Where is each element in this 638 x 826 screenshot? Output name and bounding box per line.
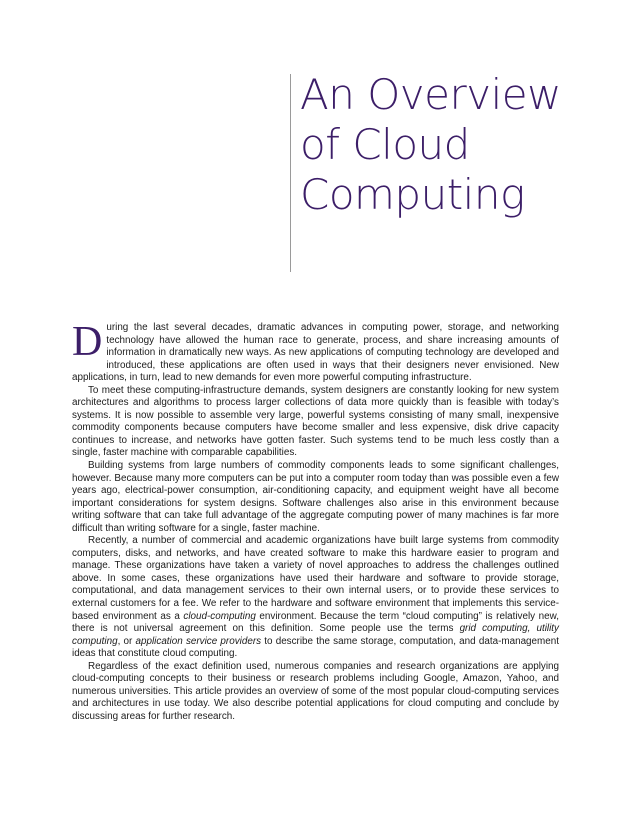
paragraph-2: To meet these computing-infrastructure demands, system designers are constantly looking for new system architectures and algorithms to process larger collections of data more quickly than is feasible with today’s systems. It is now possible to assemble very large, powerful systems consisting of many small, inexpensive commodity components because computers have become smaller and less expensive, disk drive capacity continues to increase, and networks have gotten faster. Such systems tend to be much less costly than a single, faster machine with comparable capabilities.	[72, 384, 559, 459]
paragraph-4-part-2: environment. Because the term “cloud computing” is relatively new, there is not universal agreement on this definition. Some people use the terms	[72, 610, 559, 635]
paragraph-5: Regardless of the exact definition used, numerous companies and research organizations are applying cloud-computing concepts to their business or research problems including Google, Amazon, Yahoo, and numerous universities. This article provides an overview of some of the most popular cloud-computing services and architectures in use today. We also describe potential applications for cloud computing and conclude by discussing areas for further research.	[72, 660, 559, 722]
title-divider-rule	[290, 74, 291, 272]
paragraph-4	[72, 535, 559, 660]
page-title	[300, 70, 561, 220]
drop-cap: D	[72, 319, 103, 365]
paragraph-3: Building systems from large numbers of commodity components leads to some significant challenges, however. Because many more computers can be put into a computer room today than was possible even a few years ago, electrical-power consumption, air-conditioning capacity, and equipment weight have all become important considerations for system designs. Software challenges also arise in this environment because writing software that can take full advantage of the aggregate computing power of many machines is far more difficult than writing software for a single, faster machine.	[72, 460, 559, 534]
article-body	[72, 319, 559, 724]
title-line-1: An Overview	[300, 70, 561, 119]
paragraph-1-text: uring the last several decades, dramatic advances in computing power, storage, and networking technology have allowed the human race to generate, process, and share increasing amounts of information in dramatically new ways. As new applications of computing technology are developed and introduced, these applications are often used in ways that their designers never envisioned. New applications, in turn, lead to new demands for even more powerful computing infrastructure.	[72, 322, 559, 384]
paragraph-4-part-1: Recently, a number of commercial and academic organizations have built large systems from commodity computers, disks, and networks, and have created software to make this hardware easier to program and manage. These organizations have taken a variety of novel approaches to address the challenges outlined above. In some cases, these organizations have used their hardware and software to provide storage, computational, and data management services to their own internal users, or to provide these services to external customers for a fee. We refer to the hardware and software environment that implements this service-based environment as a	[72, 535, 559, 622]
term-grid-utility-computing: grid computing, utility computing	[72, 623, 559, 647]
term-cloud-computing: cloud-computing	[183, 610, 256, 622]
term-application-service-providers: application service providers	[135, 635, 262, 647]
paragraph-1	[72, 319, 559, 385]
paragraph-4-part-4: to describe the same storage, computation, and data-management ideas that constitute cloud computing.	[72, 635, 559, 660]
title-line-2: of Cloud	[300, 120, 470, 169]
title-line-3: Computing	[300, 170, 525, 219]
paragraph-4-part-3: , or	[117, 635, 136, 647]
